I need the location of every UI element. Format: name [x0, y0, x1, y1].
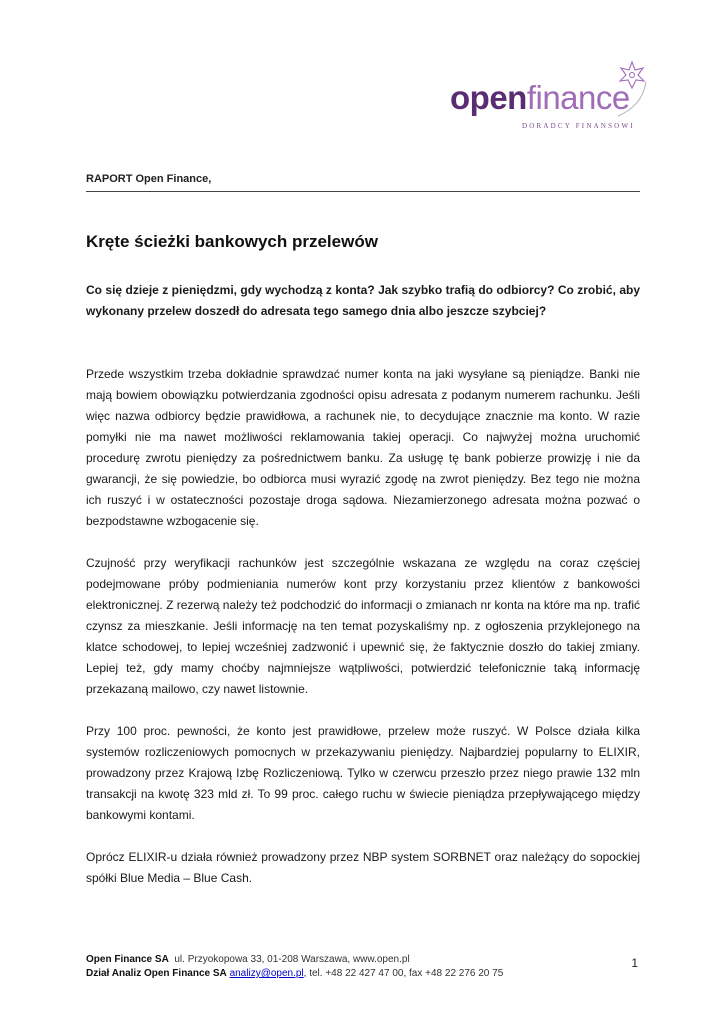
footer-contact: , tel. +48 22 427 47 00, fax +48 22 276 20 75	[303, 968, 504, 979]
page-number: 1	[631, 956, 638, 970]
footer-company: Open Finance SA	[86, 954, 169, 965]
logo-word-open: open	[450, 79, 527, 116]
footer-line-1	[86, 953, 640, 967]
logo-tagline: DORADCY FINANSOWI	[522, 122, 635, 130]
footer-line-2	[86, 967, 640, 981]
flower-icon	[612, 58, 652, 120]
footer-email-link[interactable]: analizy@open.pl	[229, 968, 304, 979]
report-label: RAPORT Open Finance,	[86, 173, 212, 185]
open-finance-logo	[450, 58, 640, 133]
article-title: Kręte ścieżki bankowych przelewów	[86, 232, 378, 251]
header-divider	[86, 191, 640, 192]
paragraph: Oprócz ELIXIR-u działa również prowadzony przez NBP system SORBNET oraz należący do sopockiej spółki Blue Media – Blue Cash.	[86, 850, 640, 885]
logo-word-finance: finance	[526, 79, 630, 116]
logo-wordmark	[450, 80, 630, 116]
article-lead: Co się dzieje z pieniędzmi, gdy wychodzą z konta? Jak szybko trafią do odbiorcy? Co zrobić, aby wykonany przelew doszedł do adresata tego samego dnia albo jeszcze szybciej?	[86, 283, 640, 318]
footer-address: ul. Przyokopowa 33, 01-208 Warszawa, www.open.pl	[174, 954, 410, 965]
paragraph: Przy 100 proc. pewności, że konto jest prawidłowe, przelew może ruszyć. W Polsce działa kilka systemów rozliczeniowych pomocnych w przekazywaniu pieniędzy. Najbardziej popularny to ELIXIR, prowadzony przez Krajową Izbę Rozliczeniową. Tylko w czerwcu przeszło przez niego prawie 132 mln transakcji na kwotę 323 mld zł. To 99 proc. całego ruchu w świecie pieniądza przepływającego między bankowymi kontami.	[86, 724, 640, 822]
paragraph: Przede wszystkim trzeba dokładnie sprawdzać numer konta na jaki wysyłane są pieniądze. Banki nie mają bowiem obowiązku potwierdzania zgodności opisu adresata z podanym numerem rachunku. Jeśli więc nazwa odbiorcy będzie prawidłowa, a rachunek nie, to decydujące znacznie ma konto. W razie pomyłki nie ma nawet możliwości reklamowania takiej operacji. Co najwyżej można uruchomić procedurę zwrotu pieniędzy za pośrednictwem banku. Za usługę tę bank pobierze prowizję i nie da gwarancji, że się powiedzie, bo odbiorca musi wyrazić zgodę na zwrot pieniędzy. Bez tego nie można ich ruszyć i w ostateczności pozostaje droga sądowa. Niezamierzonego adresata można pozwać o bezpodstawne wzbogacenie się.	[86, 367, 640, 528]
page-footer	[86, 953, 640, 981]
paragraph: Czujność przy weryfikacji rachunków jest szczególnie wskazana ze względu na coraz częściej podejmowane próby podmieniania numerów kont przy korzystaniu przez klientów z bankowości elektronicznej. Z rezerwą należy też podchodzić do informacji o zmianach nr konta na które ma np. trafić czynsz za mieszkanie. Jeśli informację na ten temat pozyskaliśmy np. z ogłoszenia przyklejonego na klatce schodowej, to lepiej wcześniej zadzwonić i upewnić się, że faktycznie doszło do takiej zmiany. Lepiej też, gdy mamy choćby najmniejsze wątpliwości, potwierdzić telefonicznie taką informację przekazaną mailowo, czy nawet listownie.	[86, 556, 640, 696]
footer-department: Dział Analiz Open Finance SA	[86, 968, 227, 979]
